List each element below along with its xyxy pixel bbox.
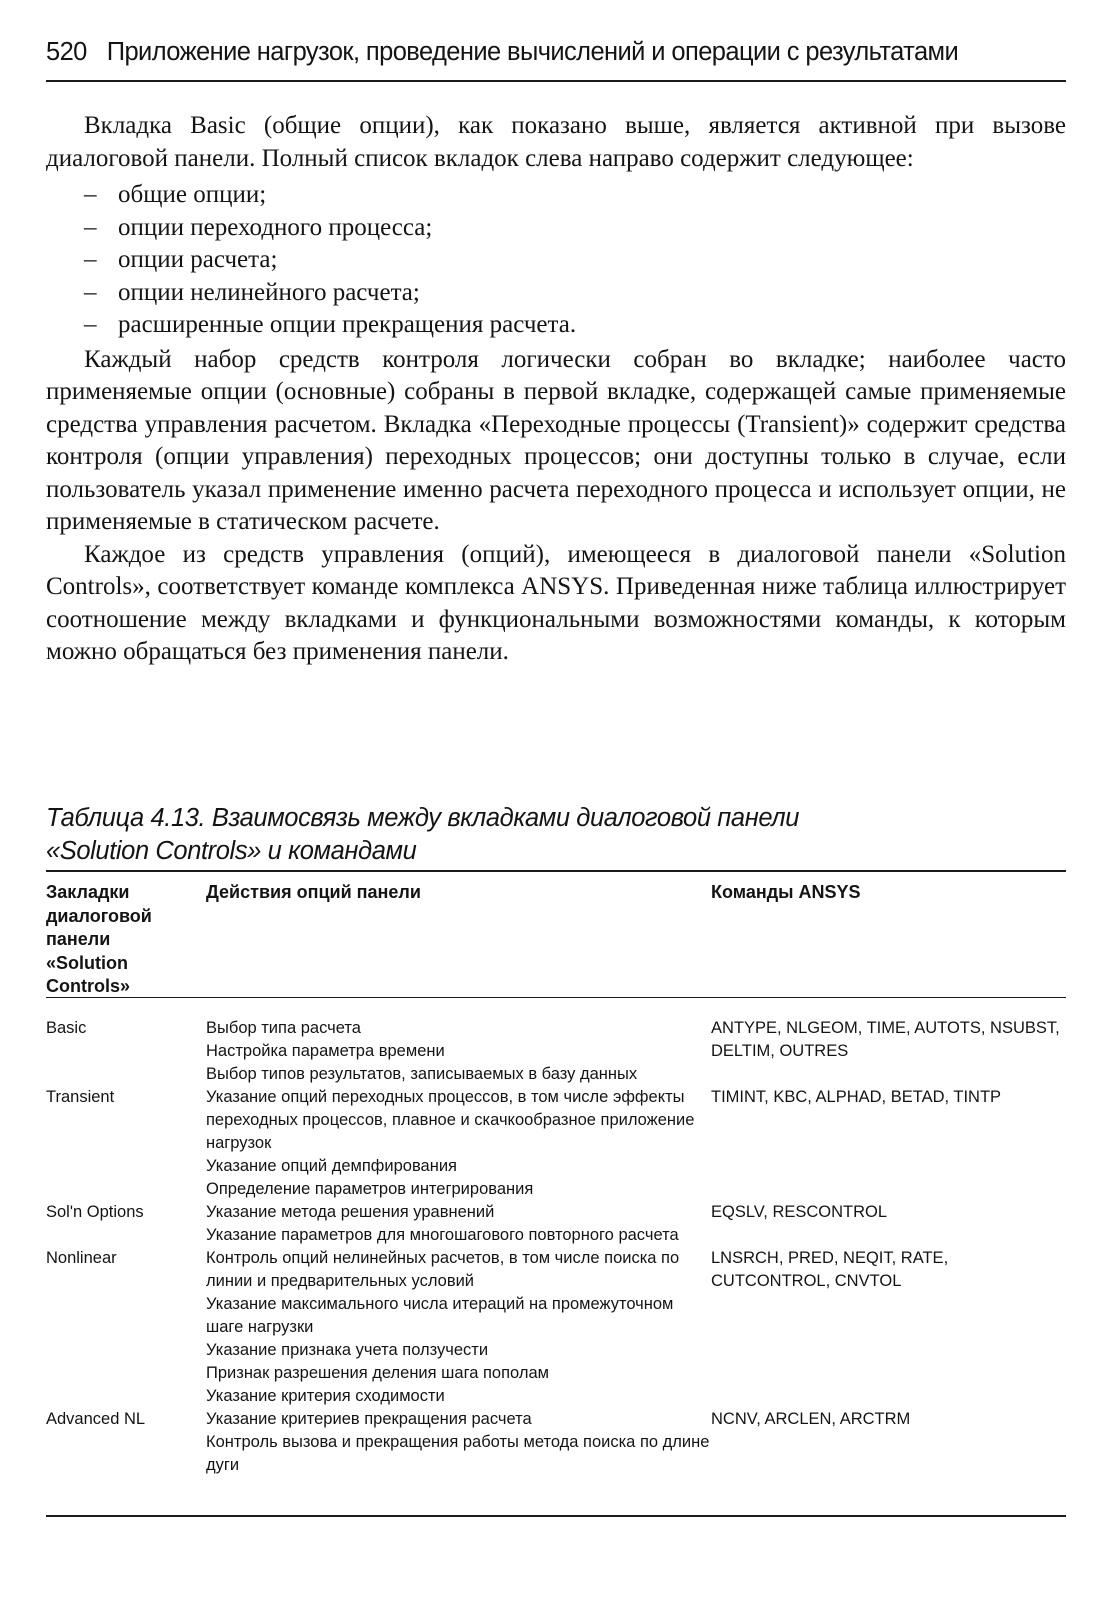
action-line: Определение параметров интегрирования — [206, 1179, 534, 1198]
column-header-actions: Действия опций панели — [206, 882, 421, 902]
cell-tab: Basic — [46, 1018, 87, 1037]
running-title: Приложение нагрузок, проведение вычислений и операции с результатами — [106, 38, 959, 66]
action-line: Выбор типов результатов, записываемых в базу данных — [206, 1064, 638, 1083]
running-head — [46, 38, 1066, 78]
paragraph: Каждое из средств управления (опций), имеющееся в диалоговой панели «Solution Controls», соответствует команде комплекса ANSYS. Приведенная ниже таблица иллюстрирует соотношение между вкладками и функциональными возможностями команды, к которым можно обращаться без применения панели. — [46, 540, 1066, 665]
list-item — [84, 244, 1066, 277]
list-marker: – — [84, 246, 97, 273]
list-item — [84, 309, 1066, 342]
table-caption — [46, 802, 1066, 868]
list-marker: – — [84, 311, 97, 338]
caption-line: «Solution Controls» и командами — [46, 837, 417, 865]
action-line: Настройка параметра времени — [206, 1041, 445, 1060]
action-line: Указание метода решения уравнений — [206, 1202, 495, 1221]
table-row — [46, 1007, 1066, 1086]
column-header-commands: Команды ANSYS — [711, 882, 861, 902]
cell-tab: Sol'n Options — [46, 1202, 144, 1221]
cell-commands: NCNV, ARCLEN, ARCTRM — [711, 1409, 911, 1428]
list-item-text: общие опции; — [118, 181, 267, 208]
paragraph: Каждый набор средств контроля логически собран во вкладке; наиболее часто применяемые опции (основные) собраны в первой вкладке, содержащей самые применяемые средства управления расчетом. Вкладка «Переходные процессы (Transient)» содержит средства контроля (опции управления) переходных процессов; они доступны только в случае, если пользователь указал применение именно расчета переходного процесса и использует опции, не применяемые в статическом расчете. — [46, 345, 1066, 535]
paragraph: Вкладка Basic (общие опции), как показано выше, является активной при вызове диалоговой панели. Полный список вкладок слева направо содержит следующее: — [46, 112, 1066, 172]
cell-tab: Advanced NL — [46, 1409, 146, 1428]
cell-actions — [206, 1408, 711, 1477]
body-text — [46, 110, 1066, 669]
cell-tab: Transient — [46, 1087, 115, 1106]
table-row — [46, 1086, 1066, 1201]
cell-actions — [206, 1247, 711, 1408]
table-row — [46, 1247, 1066, 1408]
cell-commands: ANTYPE, NLGEOM, TIME, AUTOTS, NSUBST, DELTIM, OUTRES — [711, 1018, 1060, 1060]
cell-tab: Nonlinear — [46, 1248, 117, 1267]
page-number: 520 — [46, 38, 87, 66]
cell-commands: TIMINT, KBC, ALPHAD, BETAD, TINTP — [711, 1087, 1002, 1106]
list-item — [84, 277, 1066, 310]
table-bottom-rule — [46, 1515, 1066, 1517]
tabs-commands-table — [46, 875, 1066, 1477]
table-header-row — [46, 875, 1066, 1007]
list-item-text: опции переходного процесса; — [118, 213, 433, 241]
column-header-tabs: Закладки диалоговой панели «Solution Controls» — [46, 882, 152, 996]
action-line: Указание опций демпфирования — [206, 1156, 457, 1175]
action-line: Указание опций переходных процессов, в том числе эффекты переходных процессов, плавное и скачкообразное приложение нагрузок — [206, 1087, 695, 1152]
list-marker: – — [84, 213, 97, 241]
table-row — [46, 1201, 1066, 1247]
cell-commands: LNSRCH, PRED, NEQIT, RATE, CUTCONTROL, CNVTOL — [711, 1248, 949, 1290]
action-line: Указание максимального числа итераций на промежуточном шаге нагрузки — [206, 1294, 674, 1336]
caption-line: Таблица 4.13. Взаимосвязь между вкладками диалоговой панели — [46, 804, 800, 832]
action-line: Контроль опций нелинейных расчетов, в том числе поиска по линии и предварительных условий — [206, 1248, 680, 1290]
action-line: Указание параметров для многошагового повторного расчета — [206, 1225, 679, 1244]
action-line: Признак разрешения деления шага пополам — [206, 1363, 550, 1382]
action-line: Выбор типа расчета — [206, 1018, 361, 1037]
action-line: Указание критериев прекращения расчета — [206, 1409, 532, 1428]
list-item — [84, 179, 1066, 212]
cell-actions — [206, 1007, 711, 1086]
cell-actions — [206, 1086, 711, 1201]
cell-actions — [206, 1201, 711, 1247]
list-item-text: опции нелинейного расчета; — [118, 278, 420, 306]
cell-commands: EQSLV, RESCONTROL — [711, 1202, 888, 1221]
tab-list — [46, 179, 1066, 342]
list-item — [84, 212, 1066, 245]
header-rule — [46, 80, 1066, 82]
table-top-rule — [46, 870, 1066, 872]
action-line: Указание критерия сходимости — [206, 1386, 445, 1405]
action-line: Указание признака учета ползучести — [206, 1340, 489, 1359]
action-line: Контроль вызова и прекращения работы метода поиска по длине дуги — [206, 1432, 710, 1474]
list-marker: – — [84, 181, 97, 208]
list-item-text: расширенные опции прекращения расчета. — [118, 311, 577, 338]
list-marker: – — [84, 278, 97, 306]
list-item-text: опции расчета; — [118, 246, 278, 273]
table-row — [46, 1408, 1066, 1477]
